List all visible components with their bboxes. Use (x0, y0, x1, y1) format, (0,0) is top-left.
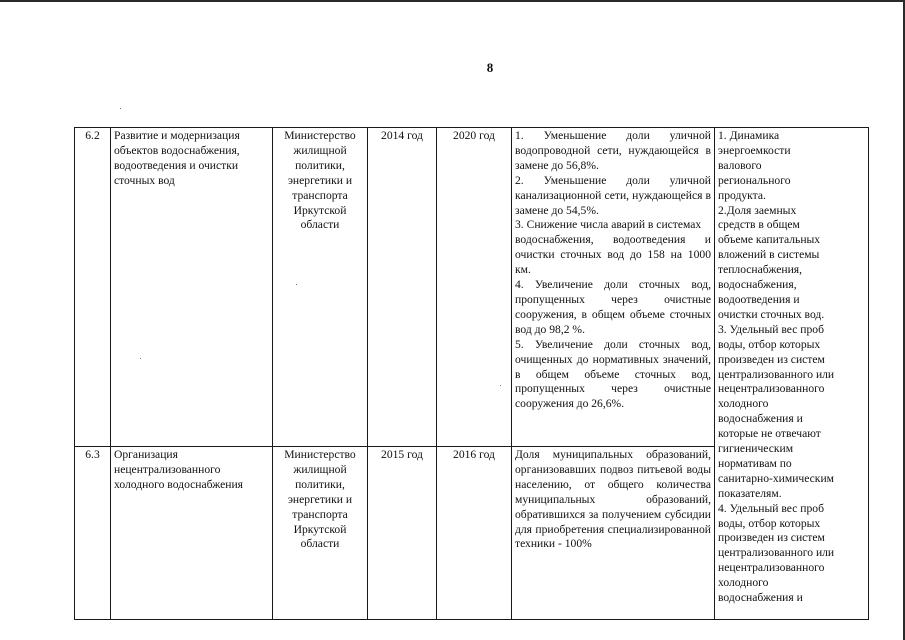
expected-results (512, 128, 715, 447)
indicator-line: средств в общем (718, 218, 800, 232)
indicator-line: продукта. (718, 188, 766, 202)
indicator-line: централизованного или (718, 546, 835, 560)
end-year: 2020 год (437, 128, 512, 447)
result-item: водоснабжения, водоотведения и очистки сточных вод до 158 на 1000 км. (515, 233, 711, 277)
indicator-line: водоотведения и (718, 292, 800, 306)
indicator-line: нецентрализованного (718, 561, 825, 575)
expected-results (512, 447, 715, 620)
indicator-line: воды, отбор которых (718, 337, 821, 351)
indicator-line: валового (718, 158, 762, 172)
indicator-line: холодного (718, 576, 769, 590)
target-indicators (715, 128, 869, 620)
result-item: 2. Уменьшение доли уличной канализационной сети, нуждающейся в замене до 54,5%. (515, 173, 711, 217)
scan-speck (120, 108, 121, 109)
page-number: 8 (486, 60, 494, 75)
indicator-line: санитарно-химическим (718, 471, 834, 485)
result-item: Доля муниципальных образований, организовавших подвоз питьевой воды населению, от общего количества муниципальных образований, обратившихся за получением субсидии для приобретения специализированной техники - 100% (515, 448, 711, 551)
measure-name: Организация нецентрализованного холодного водоснабжения (111, 447, 273, 620)
indicator-line: произведен из систем (718, 531, 825, 545)
indicator-line: объеме капитальных (718, 233, 821, 247)
row-number: 6.2 (75, 128, 111, 447)
indicator-line: централизованного или (718, 367, 835, 381)
indicator-line: холодного (718, 397, 769, 411)
indicator-line: которые не отвечают (718, 427, 821, 441)
indicator-line: 3. Удельный вес проб (718, 322, 824, 336)
indicator-line: произведен из систем (718, 352, 825, 366)
indicator-line: водоснабжения и (718, 412, 803, 426)
result-item: 1. Уменьшение доли уличной водопроводной сети, нуждающейся в замене до 56,8%. (515, 129, 711, 172)
start-year: 2014 год (368, 128, 437, 447)
indicator-line: 2.Доля заемных (718, 203, 797, 217)
start-year: 2015 год (368, 447, 437, 620)
row-number: 6.3 (75, 447, 111, 620)
indicator-line: гигиеническим (718, 442, 794, 456)
result-item: 5. Увеличение доли сточных вод, очищенных до нормативных значений, в общем объеме сточных вод, пропущенных через очистные сооружения до 26,6%. (515, 337, 711, 411)
measure-name: Развитие и модернизация объектов водоснабжения, водоотведения и очистки сточных вод (111, 128, 273, 447)
table-row (75, 128, 869, 447)
indicator-line: воды, отбор которых (718, 516, 821, 530)
indicator-line: нормативам по (718, 456, 792, 470)
indicator-line: водоснабжения и (718, 591, 803, 605)
scan-border-top (0, 0, 905, 2)
indicator-line: 4. Удельный вес проб (718, 501, 824, 515)
executor: Министерство жилищной политики, энергетики и транспорта Иркутской области (273, 128, 368, 447)
executor: Министерство жилищной политики, энергетики и транспорта Иркутской области (273, 447, 368, 620)
indicator-line: энергоемкости (718, 143, 791, 157)
indicator-line: очистки сточных вод. (718, 307, 825, 321)
result-item: 4. Увеличение доли сточных вод, пропущенных через очистные сооружения, в общем объеме сточных вод до 98,2 %. (515, 278, 711, 336)
program-measures-table (74, 127, 869, 620)
indicator-line: вложений в системы (718, 248, 820, 262)
indicator-line: регионального (718, 173, 791, 187)
result-item: 3. Снижение числа аварий в системах (515, 218, 702, 232)
indicator-line: 1. Динамика (718, 129, 780, 142)
end-year: 2016 год (437, 447, 512, 620)
indicator-line: водоснабжения, (718, 278, 797, 292)
indicator-line: показателям. (718, 486, 782, 500)
indicator-line: теплоснабжения, (718, 263, 803, 277)
indicator-line: нецентрализованного (718, 382, 825, 396)
